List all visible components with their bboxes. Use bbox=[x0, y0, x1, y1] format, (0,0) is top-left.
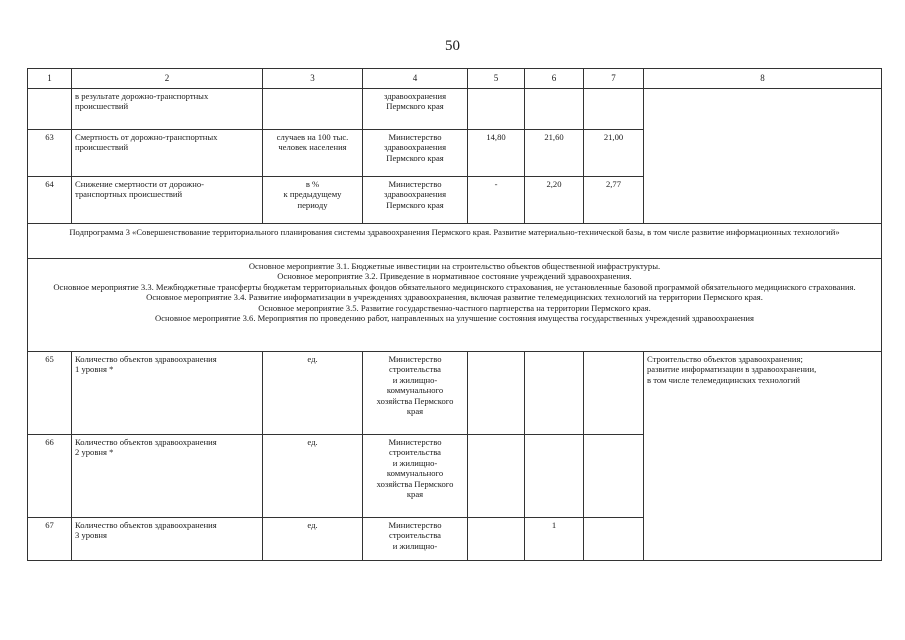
indicator-name: Количество объектов здравоохранения 3 уровня bbox=[72, 518, 263, 561]
unit: ед. bbox=[263, 518, 363, 561]
value-col-5 bbox=[468, 435, 525, 518]
value-col-6: 2,20 bbox=[525, 177, 584, 224]
page-number: 50 bbox=[445, 38, 460, 54]
indicator-name: Снижение смертности от дорожно- транспортных происшествий bbox=[72, 177, 263, 224]
row-number: 63 bbox=[28, 130, 72, 177]
header-col-3: 3 bbox=[263, 69, 363, 89]
value-col-6 bbox=[525, 352, 584, 435]
activities-row bbox=[28, 259, 882, 352]
activity-item: Основное мероприятие 3.5. Развитие государственно-частного партнерства на территории Пермского края. bbox=[258, 302, 651, 313]
activity-item: Основное мероприятие 3.6. Мероприятия по проведению работ, направленных на улучшение состояния имущества государственных учреждений здравоохранения bbox=[155, 313, 754, 324]
value-col-5 bbox=[468, 352, 525, 435]
result-cell bbox=[644, 89, 882, 224]
row-number: 64 bbox=[28, 177, 72, 224]
indicator-name: Количество объектов здравоохранения 2 уровня * bbox=[72, 435, 263, 518]
value-col-7: 2,77 bbox=[584, 177, 644, 224]
row-number: 66 bbox=[28, 435, 72, 518]
indicator-name: Смертность от дорожно-транспортных происшествий bbox=[72, 130, 263, 177]
header-col-1: 1 bbox=[28, 69, 72, 89]
responsible: Министерство строительства и жилищно- коммунального хозяйства Пермского края bbox=[363, 435, 468, 518]
result-cell: Строительство объектов здравоохранения; развитие информатизации в здравоохранении, в том числе телемедицинских технологий bbox=[644, 352, 882, 561]
header-col-7: 7 bbox=[584, 69, 644, 89]
unit: ед. bbox=[263, 352, 363, 435]
value-col-5: 14,80 bbox=[468, 130, 525, 177]
header-col-4: 4 bbox=[363, 69, 468, 89]
value-col-5: - bbox=[468, 177, 525, 224]
subprogram-title: Подпрограмма 3 «Совершенствование территориального планирования системы здравоохранения Пермского края. Развитие материально-технической базы, в том числе развитие информационных технологий» bbox=[28, 224, 882, 259]
row-number bbox=[28, 89, 72, 130]
value-col-7: 21,00 bbox=[584, 130, 644, 177]
value-col-7 bbox=[584, 352, 644, 435]
unit bbox=[263, 89, 363, 130]
value-col-6: 1 bbox=[525, 518, 584, 561]
responsible: здравоохранения Пермского края bbox=[363, 89, 468, 130]
value-col-6: 21,60 bbox=[525, 130, 584, 177]
value-col-6 bbox=[525, 89, 584, 130]
activity-item: Основное мероприятие 3.1. Бюджетные инвестиции на строительство объектов общественной инфраструктуры. bbox=[248, 261, 661, 271]
responsible: Министерство здравоохранения Пермского края bbox=[363, 177, 468, 224]
activity-item: Основное мероприятие 3.2. Приведение в нормативное состояние учреждений здравоохранения. bbox=[277, 271, 632, 282]
unit: случаев на 100 тыс. человек населения bbox=[263, 130, 363, 177]
value-col-7 bbox=[584, 518, 644, 561]
value-col-7 bbox=[584, 435, 644, 518]
value-col-7 bbox=[584, 89, 644, 130]
activity-item: Основное мероприятие 3.4. Развитие информатизации в учреждениях здравоохранения, включая развитие телемедицинских технологий на территории Пермского края. bbox=[146, 292, 763, 303]
row-number: 67 bbox=[28, 518, 72, 561]
value-col-5 bbox=[468, 518, 525, 561]
indicator-name: Количество объектов здравоохранения 1 уровня * bbox=[72, 352, 263, 435]
activities-block bbox=[28, 259, 882, 352]
unit: ед. bbox=[263, 435, 363, 518]
value-col-6 bbox=[525, 435, 584, 518]
header-col-6: 6 bbox=[525, 69, 584, 89]
subprogram-row bbox=[28, 224, 882, 259]
indicators-table bbox=[27, 68, 882, 561]
table-row bbox=[28, 89, 882, 130]
responsible: Министерство строительства и жилищно- коммунального хозяйства Пермского края bbox=[363, 352, 468, 435]
value-col-5 bbox=[468, 89, 525, 130]
indicator-name: в результате дорожно-транспортных происшествий bbox=[72, 89, 263, 130]
header-col-8: 8 bbox=[644, 69, 882, 89]
responsible: Министерство здравоохранения Пермского края bbox=[363, 130, 468, 177]
header-col-5: 5 bbox=[468, 69, 525, 89]
header-col-2: 2 bbox=[72, 69, 263, 89]
activity-item: Основное мероприятие 3.3. Межбюджетные трансферты бюджетам территориальных фондов обязательного медицинского страхования, не установленные базовой программой обязательного медицинского страхования. bbox=[53, 281, 856, 292]
row-number: 65 bbox=[28, 352, 72, 435]
header-row bbox=[28, 69, 882, 89]
responsible: Министерство строительства и жилищно- bbox=[363, 518, 468, 561]
unit: в % к предыдущему периоду bbox=[263, 177, 363, 224]
table-row bbox=[28, 352, 882, 435]
